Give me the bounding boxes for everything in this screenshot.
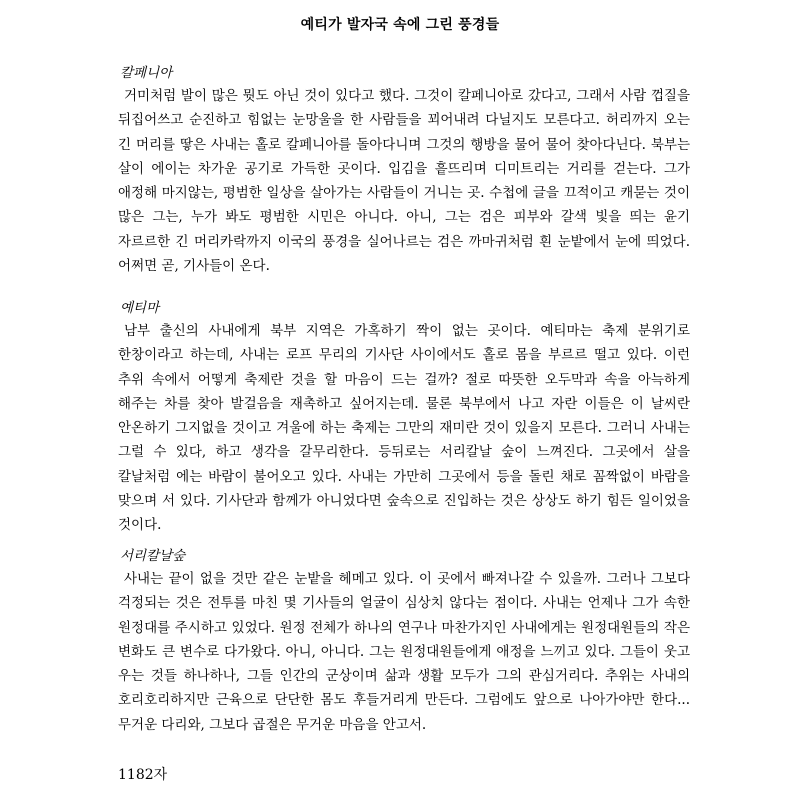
section-body: 사내는 끝이 없을 것만 같은 눈밭을 헤메고 있다. 이 곳에서 빠져나갈 수 있을까. 그러나 그보다 걱정되는 것은 전투를 마친 몇 기사들의 얼굴이 심상치 않다는 점이다. 사내는 언제나 그가 속한 원정대를 주시하고 있었다. 원정 전체가 하나의 연구나 마찬가지인 사내에게는 원정대원들의 작은 변화도 큰 변수로 다가왔다. 아니, 아니다. 그는 원정대원들에게 애정을 느끼고 있다. 그들이 웃고 우는 것들 하나하나, 그들 인간의 군상이며 삶과 생활 모두가 그의 관심거리다. 추위는 사내의 호리호리하지만 근육으로 단단한 몸도 후들거리게 만든다. 그럼에도 앞으로 나아가야만 한다... 무거운 다리와, 그보다 곱절은 무거운 마음을 안고서. [118, 571, 690, 733]
section-calpenia [118, 62, 690, 278]
section-body: 남부 출신의 사내에게 북부 지역은 가혹하기 짝이 없는 곳이다. 예티마는 축제 분위기로 한창이라고 하는데, 사내는 로프 무리의 기사단 사이에서도 홀로 몸을 부르르 떨고 있다. 이런 추위 속에서 어떻게 축제란 것을 할 마음이 드는 걸까? 절로 따뜻한 오두막과 속을 아늑하게 해주는 차를 찾아 발걸음을 재촉하고 싶어지는데. 물론 북부에서 나고 자란 이들은 이 날씨란 안온하기 그지없을 것이고 겨울에 하는 축제는 그만의 재미란 것이 있을지 모른다. 그러니 사내는 그럴 수 있다, 하고 생각을 갈무리한다. 등뒤로는 서리칼날 숲이 느껴진다. 그곳에서 살을 칼날처럼 에는 바람이 불어오고 있다. 사내는 가만히 그곳에서 등을 돌린 채로 꼼짝없이 바람을 맞으며 서 있다. 기사단과 함께가 아니었다면 숲속으로 진입하는 것은 상상도 하기 힘든 일이었을 것이다. [118, 323, 690, 534]
section-heading: 예티마 [120, 300, 160, 316]
section-yetima [118, 297, 690, 538]
section-body: 거미처럼 발이 많은 뭣도 아닌 것이 있다고 했다. 그것이 칼페니아로 갔다고, 그래서 사람 껍질을 뒤집어쓰고 순진하고 힘없는 눈망울을 한 사람들을 꾀어내려 다닐지도 모른다고. 허리까지 오는 긴 머리를 땋은 사내는 홀로 칼페니아를 돌아다니며 그것의 행방을 물어 물어 찾아다닌다. 북부는 살이 에이는 차가운 공기로 가득한 곳이다. 입김을 흩뜨리며 디미트리는 거리를 걷는다. 그가 애정해 마지않는, 평범한 일상을 살아가는 사람들이 거니는 곳. 수첩에 글을 끄적이고 캐묻는 것이 많은 그는, 누가 봐도 평범한 시민은 아니다. 아니, 그는 검은 피부와 갈색 빛을 띄는 윤기 자르르한 긴 머리카락까지 이국의 풍경을 실어나르는 검은 까마귀처럼 흰 눈밭에서 눈에 띄었다. 어쩌면 곧, 기사들이 온다. [118, 88, 690, 275]
document-title: 예티가 발자국 속에 그린 풍경들 [300, 17, 500, 33]
section-heading: 서리칼날숲 [120, 548, 186, 564]
section-frostblade-forest [118, 545, 690, 737]
character-count: 1182자 [118, 767, 168, 783]
section-heading: 칼페니아 [120, 65, 173, 81]
